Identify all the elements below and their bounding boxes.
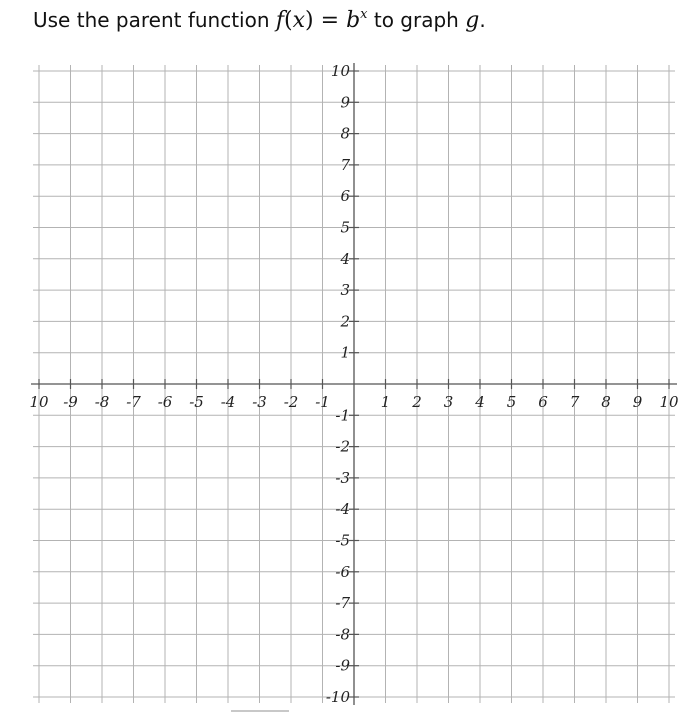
x-tick-label: 6 xyxy=(538,393,548,411)
y-tick-label: 9 xyxy=(340,93,350,112)
x-tick-label: -9 xyxy=(63,393,78,411)
x-tick-label: 4 xyxy=(475,393,485,411)
y-tick-label: 7 xyxy=(340,155,350,174)
y-tick-label: -9 xyxy=(335,656,350,675)
y-tick-label: 2 xyxy=(340,312,350,331)
target-function-name: g xyxy=(465,8,480,33)
parent-function-formula: $f(x) = b^x$ xyxy=(275,7,368,33)
x-tick-label: -5 xyxy=(189,393,204,411)
x-tick-label: -2 xyxy=(283,393,299,411)
x-tick-label: -1 xyxy=(315,393,330,411)
x-tick-label: 9 xyxy=(632,393,643,411)
x-tick-label: -8 xyxy=(94,393,110,411)
x-tick-label: 7 xyxy=(569,393,580,411)
x-tick-label: 8 xyxy=(601,393,611,411)
x-tick-label: -4 xyxy=(220,393,236,411)
x-tick-label: 1 xyxy=(380,393,391,411)
x-tick-label: -6 xyxy=(157,393,173,411)
x-tick-label: 10 xyxy=(659,393,679,411)
y-tick-label: 6 xyxy=(340,187,350,206)
y-tick-label: 10 xyxy=(330,62,350,80)
y-tick-label: -1 xyxy=(335,406,350,425)
y-tick-label: -4 xyxy=(335,500,350,519)
x-tick-label: 3 xyxy=(443,393,454,411)
y-tick-label: -5 xyxy=(335,531,350,550)
y-tick-label: -6 xyxy=(335,562,350,581)
x-tick-label: -7 xyxy=(126,393,141,411)
y-tick-label: 4 xyxy=(340,249,350,268)
y-tick-label: -7 xyxy=(335,594,350,613)
y-tick-label: -2 xyxy=(335,437,350,456)
resize-handle[interactable] xyxy=(231,710,289,714)
x-tick-label: 5 xyxy=(506,393,517,411)
x-tick-label: 2 xyxy=(412,393,422,411)
y-tick-label: -8 xyxy=(335,625,350,644)
y-tick-label: 3 xyxy=(340,281,350,300)
prompt-tail: to graph xyxy=(373,8,459,32)
x-tick-label: 10 xyxy=(29,393,49,411)
axes xyxy=(31,63,677,705)
y-tick-label: 1 xyxy=(340,343,350,362)
y-tick-label: -3 xyxy=(335,468,350,487)
x-tick-label: -3 xyxy=(252,393,267,411)
prompt-period: . xyxy=(479,8,486,32)
y-tick-label: 8 xyxy=(340,124,350,143)
prompt-lead: Use the parent function xyxy=(33,8,270,32)
y-tick-label: 5 xyxy=(340,218,350,237)
y-tick-label: -10 xyxy=(325,688,350,706)
